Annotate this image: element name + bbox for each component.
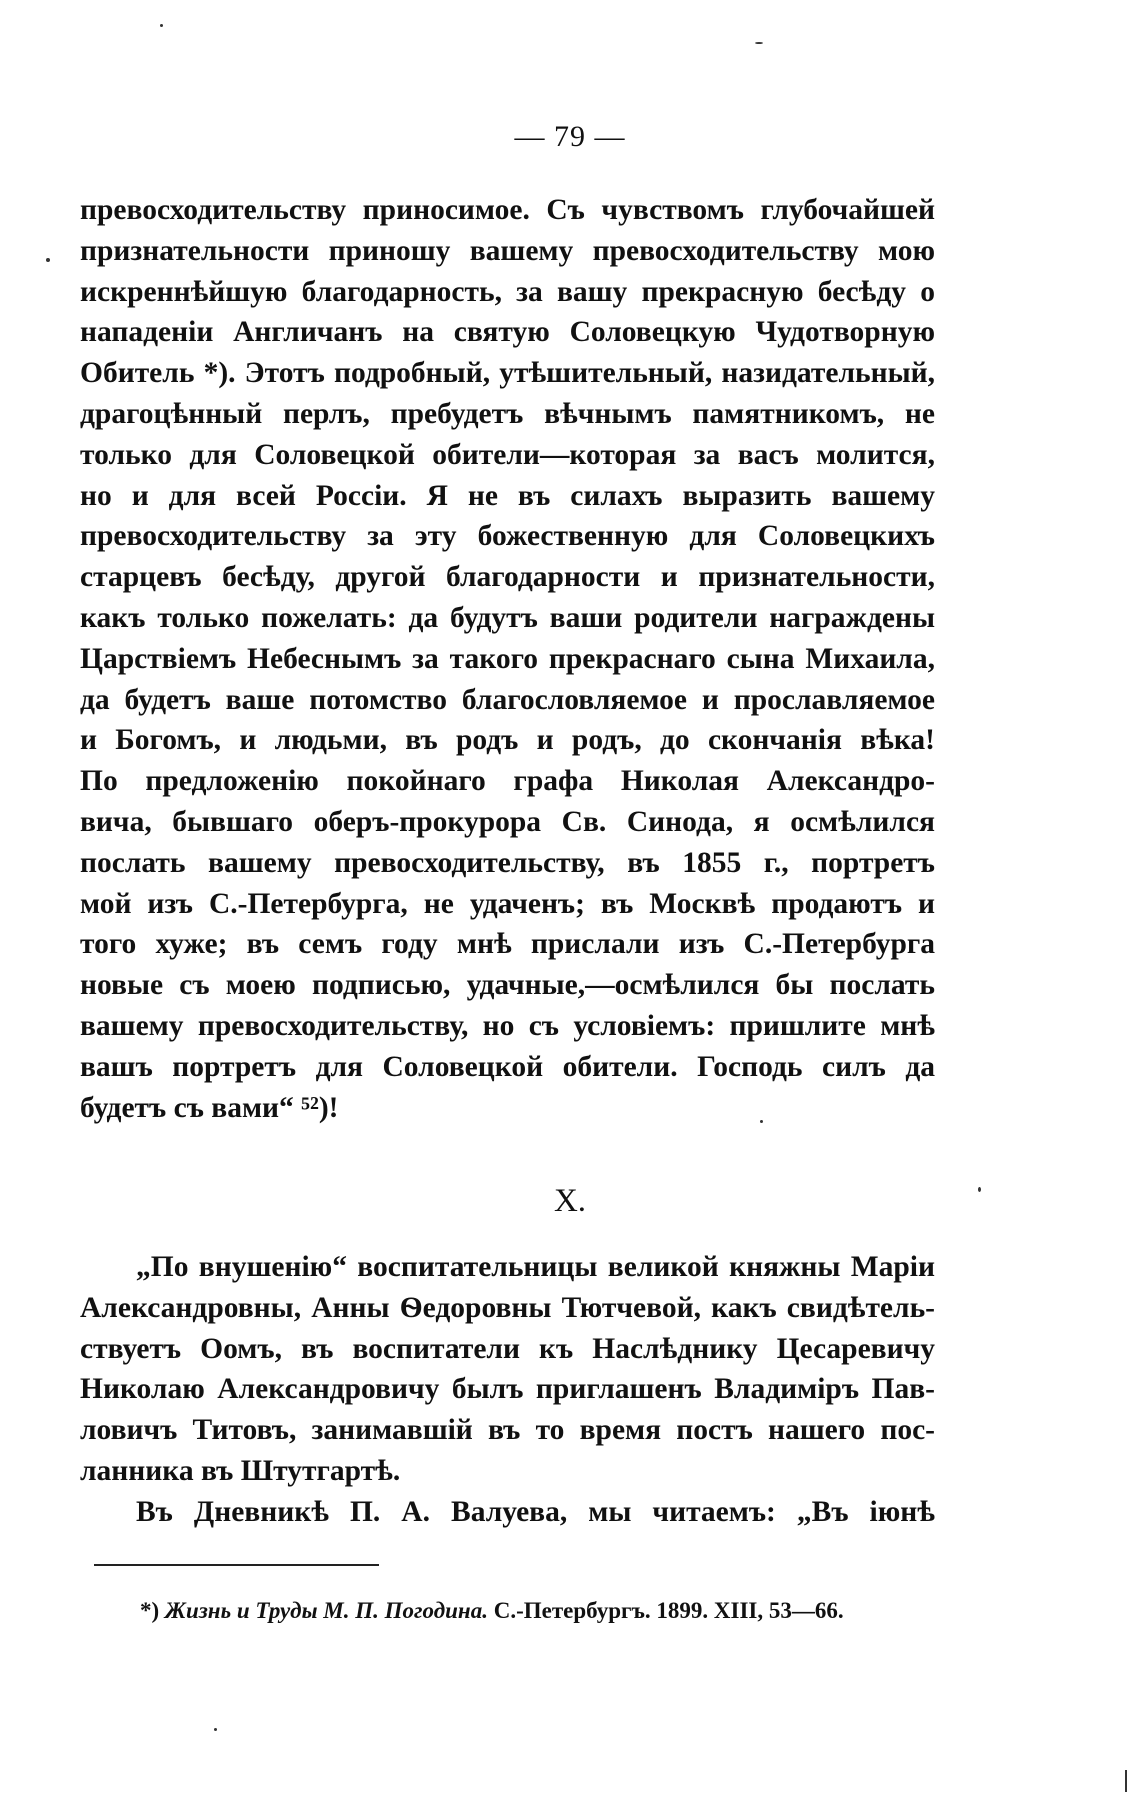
text-line: ланника въ Штутгартѣ. (80, 1454, 401, 1487)
footnote-mark: *) (140, 1598, 160, 1623)
text-line: Александровны, Анны Ѳедоровны Тютчевой, какъ свидѣтель- (80, 1291, 935, 1324)
text-line: только для Соловецкой обители—которая за васъ молится, (80, 438, 935, 471)
scan-speck (978, 1187, 981, 1192)
text-line: превосходительству приносимое. Съ чувствомъ глубочайшей (80, 194, 935, 226)
text-line: какъ только пожелать: да будутъ ваши родители награждены (80, 601, 935, 634)
text-line: будетъ съ вами“ ⁵²)! (80, 1091, 339, 1124)
text-line: вича, бывшаго оберъ-прокурора Св. Синода, я осмѣлился (80, 805, 935, 838)
page-number: — 79 — (514, 120, 626, 153)
text-line: По предложенію покойнаго графа Николая Александро- (80, 765, 935, 798)
text-line: Николаю Александровичу былъ приглашенъ Владиміръ Пав- (80, 1373, 935, 1406)
footnote (140, 1598, 940, 1624)
paragraph-section-x (80, 1247, 935, 1533)
text-line: да будетъ ваше потомство благословляемое и прославляемое (80, 683, 935, 716)
footnote-title: Жизнь и Труды М. П. Погодина. (164, 1598, 488, 1623)
text-line: превосходительству за эту божественную для Соловецкихъ (80, 520, 935, 553)
text-line: того хуже; въ семъ году мнѣ прислали изъ С.-Петербурга (80, 928, 935, 961)
scan-speck (46, 258, 50, 262)
text-line: и Богомъ, и людьми, въ родъ и родъ, до скончанія вѣка! (80, 724, 935, 757)
text-line: мой изъ С.-Петербурга, не удаченъ; въ Москвѣ продаютъ и (80, 887, 935, 920)
text-line: вашъ портретъ для Соловецкой обители. Господь силъ да (80, 1050, 935, 1083)
text-line: новые съ моею подписью, удачные,—осмѣлился бы послать (80, 969, 935, 1002)
text-line: нападеніи Англичанъ на святую Соловецкую Чудотворную (80, 316, 935, 349)
paragraph-letter (80, 190, 935, 1128)
scan-speck (760, 1120, 763, 1123)
text-line: Обитель *). Этотъ подробный, утѣшительный, назидательный, (80, 357, 935, 390)
text-line: ствуетъ Оомъ, въ воспитатели къ Наслѣднику Цесаревичу (80, 1332, 935, 1365)
text-line: Въ Дневникѣ П. А. Валуева, мы читаемъ: „Въ іюнѣ (136, 1495, 935, 1528)
text-line: старцевъ бесѣду, другой благодарности и признательности, (80, 561, 935, 594)
scan-speck (160, 24, 163, 27)
text-line: вашему превосходительству, но съ условіемъ: пришлите мнѣ (80, 1009, 935, 1042)
text-line: ловичъ Титовъ, занимавшій въ то время постъ нашего пос- (80, 1414, 935, 1447)
text-line: но и для всей Россіи. Я не въ силахъ выразить вашему (80, 479, 935, 512)
section-heading: X. (553, 1183, 587, 1219)
text-line: искреннѣйшую благодарность, за вашу прекрасную бесѣду о (80, 275, 935, 308)
scan-speck (214, 1728, 217, 1731)
text-line: послать вашему превосходительству, въ 1855 г., портретъ (80, 846, 935, 879)
text-line: драгоцѣнный перлъ, пребудетъ вѣчнымъ памятникомъ, не (80, 397, 935, 430)
text-line: Царствіемъ Небеснымъ за такого прекраснаго сына Михаила, (80, 642, 935, 675)
footnote-citation: С.-Петербургъ. 1899. XIII, 53—66. (493, 1598, 844, 1623)
footnote-divider (94, 1564, 379, 1566)
scan-speck (755, 42, 763, 44)
text-line: признательности приношу вашему превосходительству мою (80, 234, 935, 267)
text-line: „По внушенію“ воспитательницы великой княжны Маріи (136, 1251, 935, 1283)
scan-speck (1125, 1770, 1127, 1792)
